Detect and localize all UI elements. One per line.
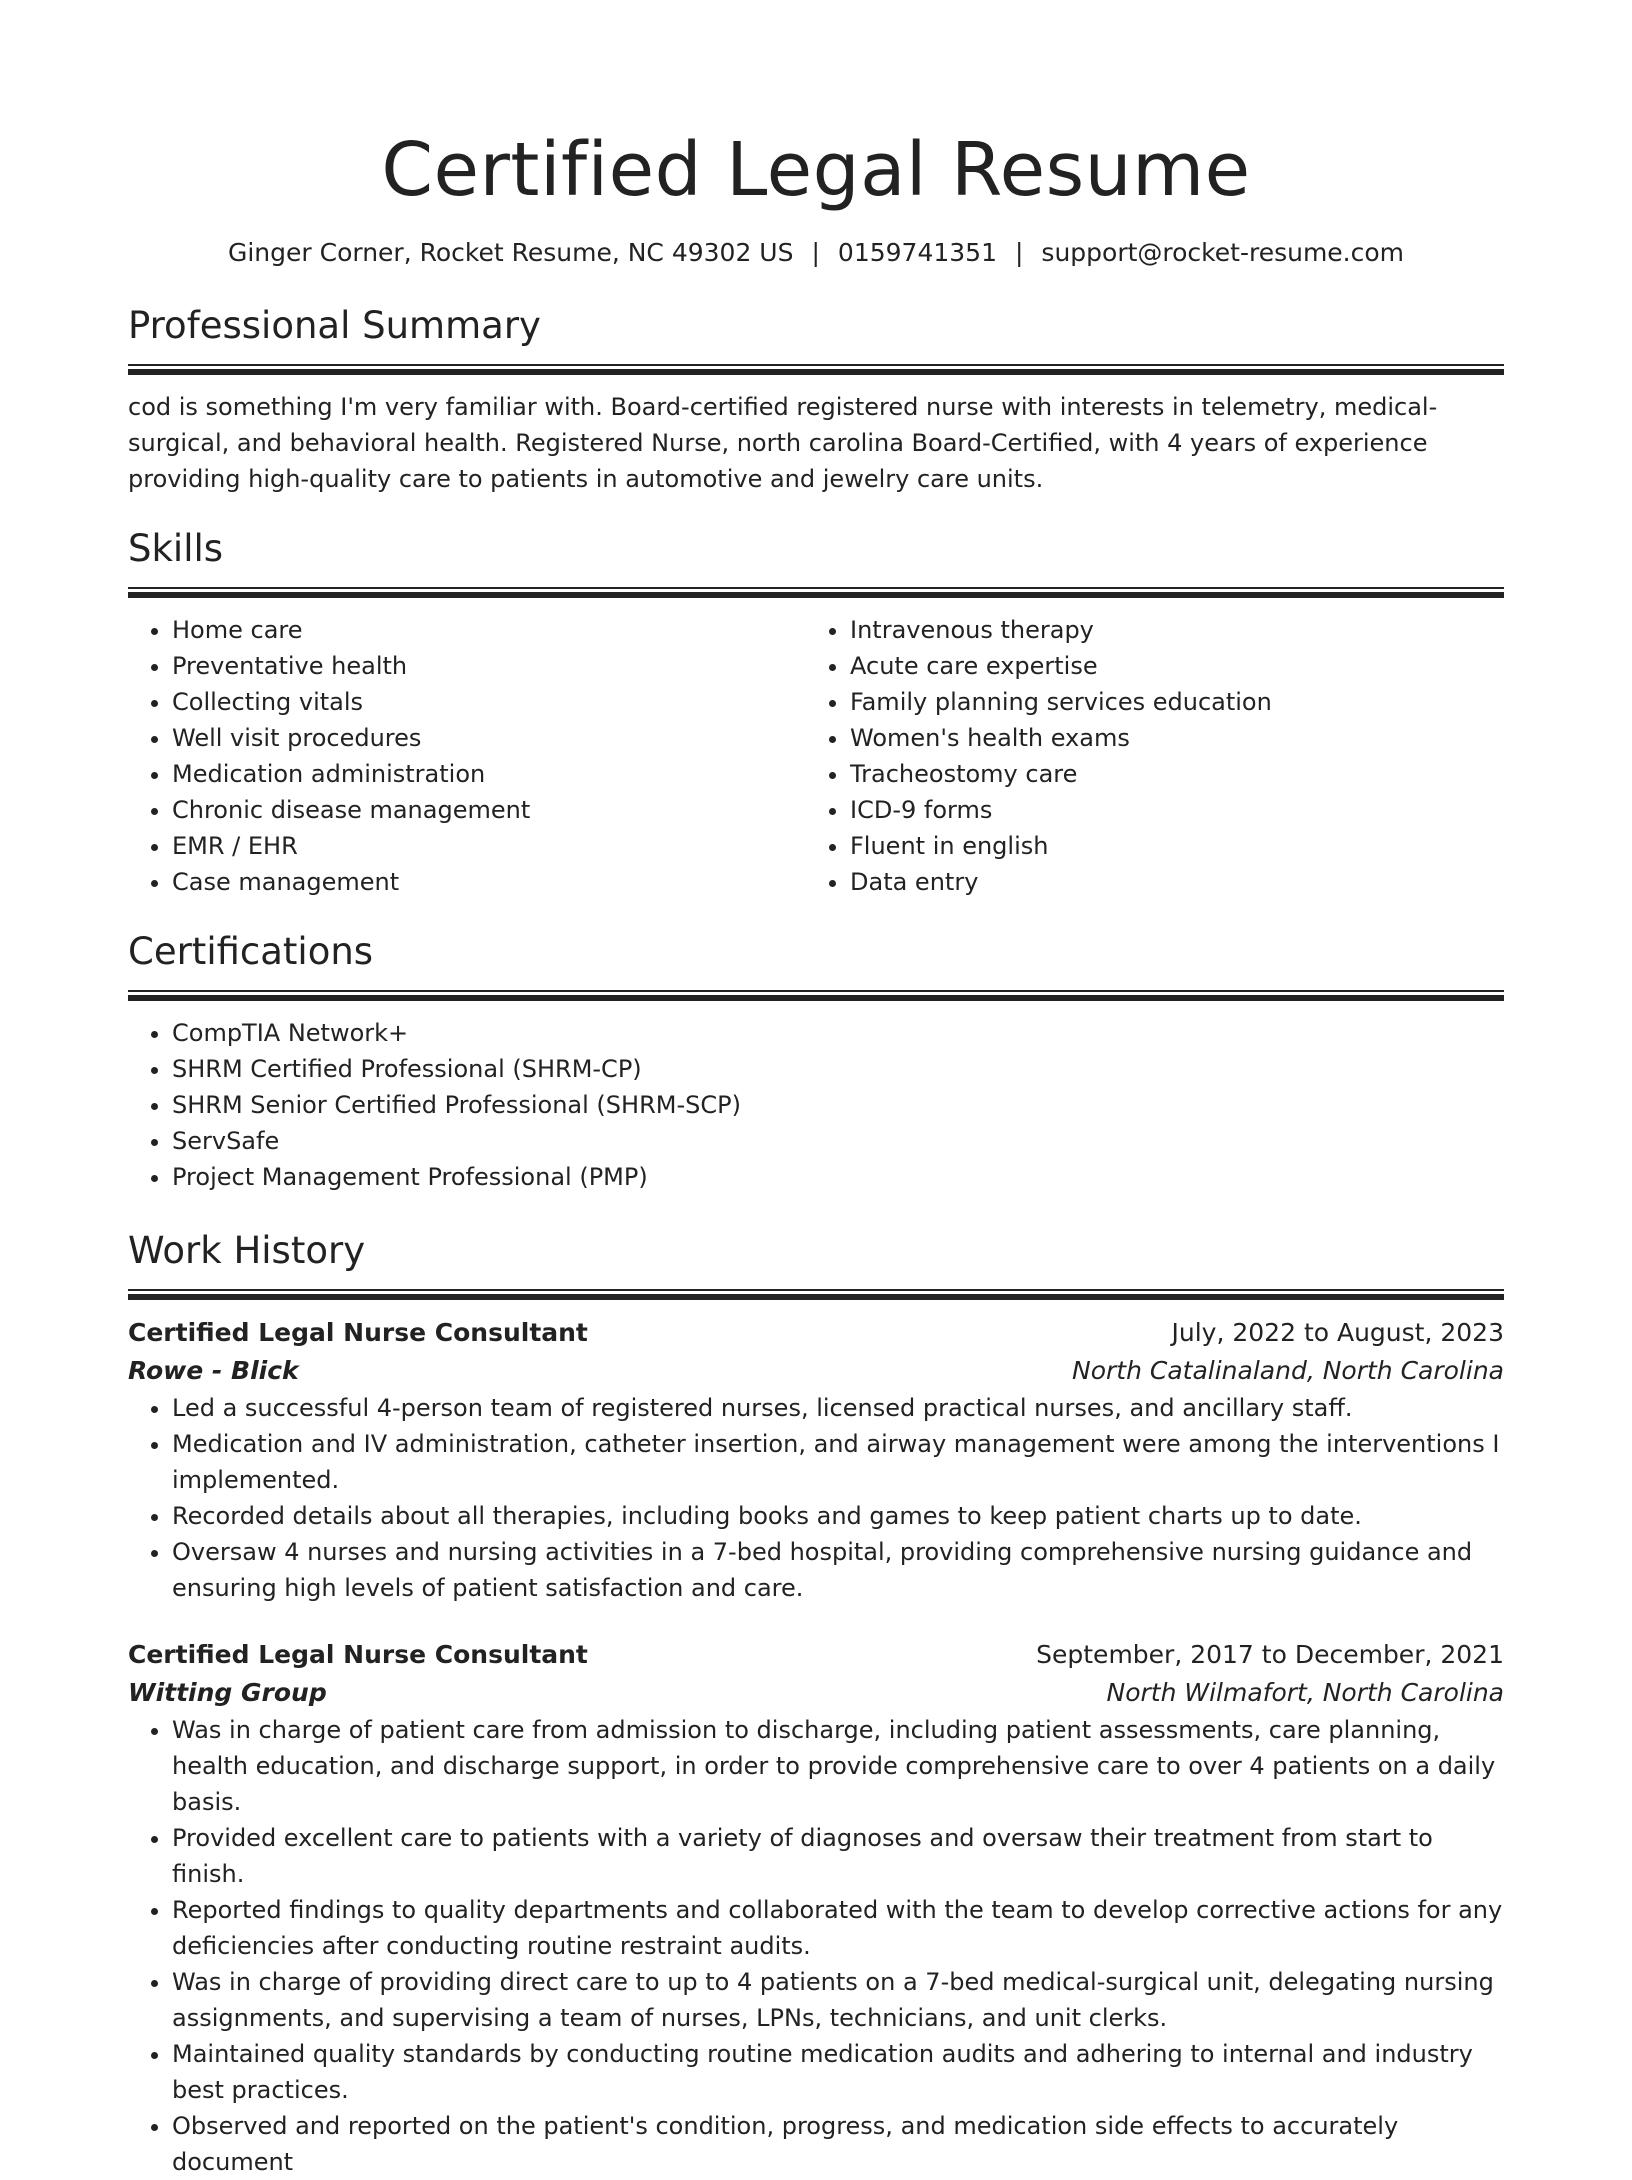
job-header-row <box>128 1314 1504 1352</box>
skill-item: • Case management <box>172 864 806 900</box>
skill-item: • Chronic disease management <box>172 792 806 828</box>
skill-item: • Medication administration <box>172 756 806 792</box>
section-divider <box>128 1289 1504 1300</box>
job-dates: September, 2017 to December, 2021 <box>1036 1640 1504 1669</box>
skill-item: • Fluent in english <box>850 828 1484 864</box>
skills-list-right <box>806 612 1484 900</box>
job-location: North Wilmafort, North Carolina <box>1106 1678 1504 1707</box>
job-bullet: • Medication and IV administration, catheter insertion, and airway management were among the interventions I implemented. <box>172 1426 1504 1498</box>
job-bullet: • Oversaw 4 nurses and nursing activities in a 7-bed hospital, providing comprehensive nursing guidance and ensuring high levels of patient satisfaction and care. <box>172 1534 1504 1606</box>
section-divider <box>128 364 1504 375</box>
contact-separator: | <box>1014 238 1024 267</box>
section-divider <box>128 990 1504 1001</box>
skill-item: • Acute care expertise <box>850 648 1484 684</box>
certification-item: • SHRM Senior Certified Professional (SHRM-SCP) <box>172 1087 1504 1123</box>
skills-section <box>128 525 1504 900</box>
job-company-row <box>128 1674 1504 1712</box>
job-bullet: • Was in charge of patient care from admission to discharge, including patient assessments, care planning, health education, and discharge support, in order to provide comprehensive care to over 4 patients on a daily basis. <box>172 1712 1504 1820</box>
resume-page <box>128 0 1504 2180</box>
certifications-list <box>128 1015 1504 1195</box>
summary-text: cod is something I'm very familiar with. Board-certified registered nurse with interests in telemetry, medical-surgical, and behavioral health. Registered Nurse, north carolina Board-Certified, with 4 years of experience providing high-quality care to patients in automotive and jewelry care units. <box>128 393 1438 493</box>
job-title: Certified Legal Nurse Consultant <box>128 1318 588 1347</box>
skill-item: • Well visit procedures <box>172 720 806 756</box>
skill-item: • Data entry <box>850 864 1484 900</box>
certifications-section <box>128 928 1504 1195</box>
job-dates: July, 2022 to August, 2023 <box>1171 1318 1504 1347</box>
certification-item: • Project Management Professional (PMP) <box>172 1159 1504 1195</box>
resume-title: Certified Legal Resume <box>381 127 1251 213</box>
job-bullet: • Led a successful 4-person team of registered nurses, licensed practical nurses, and ancillary staff. <box>172 1390 1504 1426</box>
job-bullets <box>128 1712 1504 2180</box>
work-history-jobs <box>128 1314 1504 2180</box>
skill-item: • Women's health exams <box>850 720 1484 756</box>
job-bullet: • Provided excellent care to patients with a variety of diagnoses and oversaw their treatment from start to finish. <box>172 1820 1504 1892</box>
contact-line <box>128 236 1504 270</box>
skill-item: • EMR / EHR <box>172 828 806 864</box>
job-title: Certified Legal Nurse Consultant <box>128 1640 588 1669</box>
job-entry <box>128 1636 1504 2180</box>
contact-email[interactable]: support@rocket-resume.com <box>1041 238 1405 267</box>
job-entry <box>128 1314 1504 1606</box>
skills-list-left <box>128 612 806 900</box>
section-divider <box>128 587 1504 598</box>
skill-item: • Preventative health <box>172 648 806 684</box>
contact-address: Ginger Corner, Rocket Resume, NC 49302 US <box>227 238 794 267</box>
job-company: Witting Group <box>128 1678 327 1707</box>
job-bullets <box>128 1390 1504 1606</box>
job-bullet: • Reported findings to quality departments and collaborated with the team to develop corrective actions for any deficiencies after conducting routine restraint audits. <box>172 1892 1504 1964</box>
job-bullet: • Recorded details about all therapies, including books and games to keep patient charts up to date. <box>172 1498 1504 1534</box>
skills-grid <box>128 612 1504 900</box>
work-history-section <box>128 1227 1504 2180</box>
job-bullet: • Maintained quality standards by conducting routine medication audits and adhering to internal and industry best practices. <box>172 2036 1504 2108</box>
summary-heading: Professional Summary <box>128 304 541 347</box>
contact-phone: 0159741351 <box>837 238 997 267</box>
job-header-row <box>128 1636 1504 1674</box>
job-company: Rowe - Blick <box>128 1356 299 1385</box>
contact-separator: | <box>811 238 820 267</box>
certification-item: • ServSafe <box>172 1123 1504 1159</box>
skill-item: • Tracheostomy care <box>850 756 1484 792</box>
skills-column-right <box>806 612 1484 900</box>
skill-item: • Intravenous therapy <box>850 612 1484 648</box>
summary-section <box>128 302 1504 497</box>
certification-item: • CompTIA Network+ <box>172 1015 1504 1051</box>
work-history-heading: Work History <box>128 1229 366 1272</box>
job-bullet: • Observed and reported on the patient's condition, progress, and medication side effects to accurately document <box>172 2108 1504 2180</box>
job-bullet: • Was in charge of providing direct care to up to 4 patients on a 7-bed medical-surgical unit, delegating nursing assignments, and supervising a team of nurses, LPNs, technicians, and unit clerks. <box>172 1964 1504 2036</box>
skills-heading: Skills <box>128 527 224 570</box>
skill-item: • Collecting vitals <box>172 684 806 720</box>
job-location: North Catalinaland, North Carolina <box>1072 1356 1504 1385</box>
skill-item: • ICD-9 forms <box>850 792 1484 828</box>
certification-item: • SHRM Certified Professional (SHRM-CP) <box>172 1051 1504 1087</box>
skill-item: • Home care <box>172 612 806 648</box>
job-company-row <box>128 1352 1504 1390</box>
certifications-heading: Certifications <box>128 930 374 973</box>
skill-item: • Family planning services education <box>850 684 1484 720</box>
skills-column-left <box>128 612 806 900</box>
